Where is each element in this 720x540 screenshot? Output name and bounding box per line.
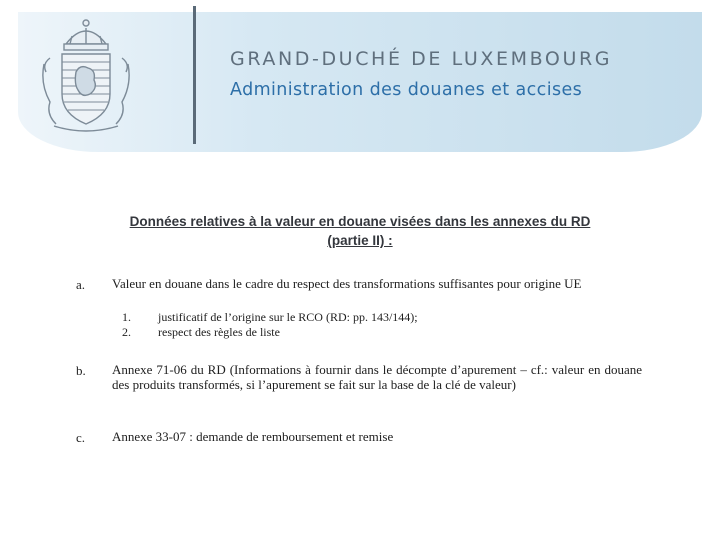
list-item-text: Valeur en douane dans le cadre du respect des transformations suffisantes pour origine UE bbox=[112, 276, 582, 291]
list-item-letter: a. bbox=[76, 277, 86, 292]
list-item-text: Annexe 71-06 du RD (Informations à fournir dans le décompte d’apurement – cf.: valeur en douane des produits transformés, si l’apurement se fait sur la base de la clé de valeur) bbox=[112, 362, 642, 392]
sub-list-item bbox=[122, 310, 418, 325]
slide-title-line-1: Données relatives à la valeur en douane visées dans les annexes du RD bbox=[129, 214, 591, 229]
sub-list-item-text: justificatif de l’origine sur le RCO (RD: pp. 143/144); bbox=[158, 310, 418, 324]
slide-title-line-2: (partie II) : bbox=[327, 233, 393, 248]
luxembourg-coat-of-arms-icon bbox=[36, 14, 136, 138]
sub-list-item-number: 2. bbox=[122, 325, 131, 339]
slide-title bbox=[60, 212, 660, 250]
sub-list-item-number: 1. bbox=[122, 310, 131, 324]
list-item-text: Annexe 33-07 : demande de remboursement et remise bbox=[112, 429, 394, 444]
sub-list-item-text: respect des règles de liste bbox=[158, 325, 280, 339]
list-item-letter: b. bbox=[76, 363, 86, 378]
sub-list-item bbox=[122, 325, 280, 340]
header-divider bbox=[193, 6, 196, 144]
list-item-letter: c. bbox=[76, 430, 86, 445]
organization-name: GRAND-DUCHÉ DE LUXEMBOURG bbox=[230, 48, 613, 70]
organization-subtitle: Administration des douanes et accises bbox=[230, 80, 583, 100]
